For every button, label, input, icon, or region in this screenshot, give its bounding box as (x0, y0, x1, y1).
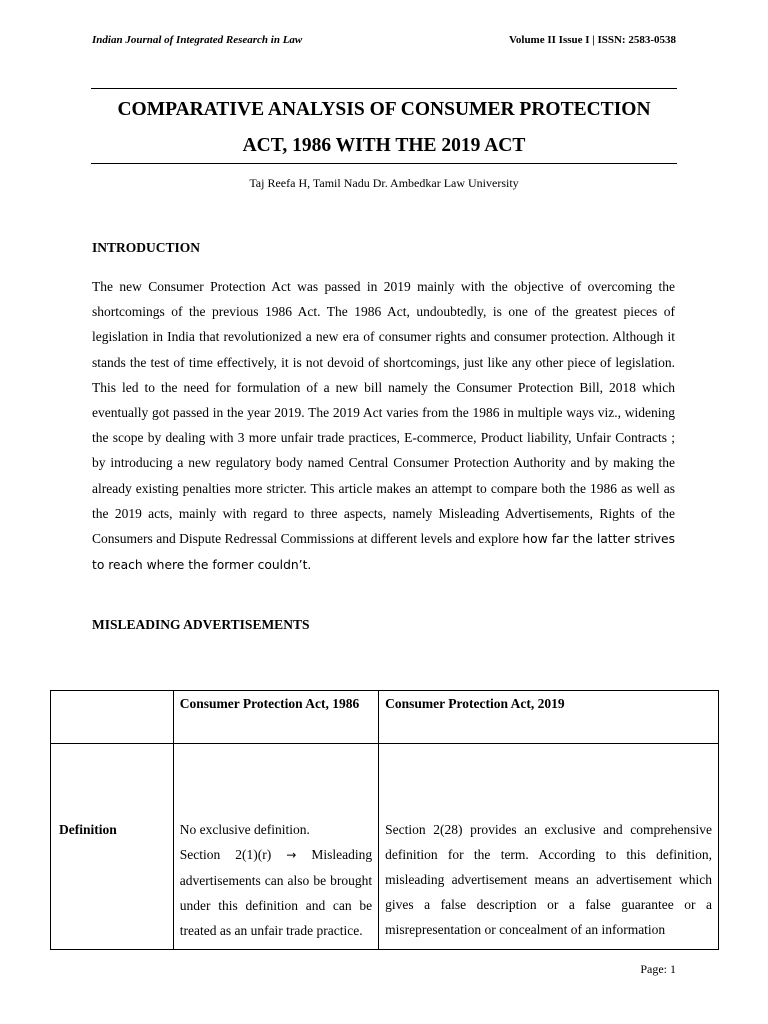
column-header-2019: Consumer Protection Act, 2019 (379, 691, 719, 744)
table-corner-cell (51, 691, 174, 744)
cell-2019-definition: Section 2(28) provides an exclusive and comprehensive definition for the term. According to this definition, misleading advertisement means an advertisement which gives a false description or a false guarantee or a misrepresentation or concealment of an information (379, 744, 719, 950)
table-row (51, 744, 719, 950)
page-number: Page: 1 (640, 962, 676, 976)
introduction-body: The new Consumer Protection Act was passed in 2019 mainly with the objective of overcoming the shortcomings of the previous 1986 Act. The 1986 Act, undoubtedly, is one of the greatest pieces of legislation in India that revolutionized a new era of consumer rights and consumer protection. Although it stands the test of time effectively, it is not devoid of shortcomings, just like any other piece of legislation. This led to the need for formulation of a new bill namely the Consumer Protection Bill, 2018 which eventually got passed in the year 2019. The 2019 Act varies from the 1986 in multiple ways viz., widening the scope by dealing with 3 more unfair trade practices, E-commerce, Product liability, Unfair Contracts ; by introducing a new regulatory body named Central Consumer Protection Authority and by making the already existing penalties more stricter. This article makes an attempt to compare both the 1986 as well as the 2019 acts, mainly with regard to three aspects, namely Misleading Advertisements, Rights of the Consumers and Dispute Redressal Commissions at different levels and explore (92, 279, 675, 547)
cell-1986-definition (173, 744, 378, 950)
misleading-heading: MISLEADING ADVERTISEMENTS (92, 617, 310, 632)
title-bottom-rule (91, 163, 677, 164)
table-header-row (51, 691, 719, 744)
author-line: Taj Reefa H, Tamil Nadu Dr. Ambedkar Law University (249, 176, 519, 190)
comparison-table (50, 690, 719, 950)
introduction-paragraph (92, 274, 675, 578)
volume-issn: Volume II Issue I | ISSN: 2583-0538 (508, 34, 676, 46)
introduction-heading: INTRODUCTION (92, 240, 201, 255)
cell-1986-section: Section 2(1)(r) (179, 847, 272, 862)
column-header-1986: Consumer Protection Act, 1986 (173, 691, 378, 744)
arrow-right-icon: → (286, 848, 297, 862)
cell-1986-line-1: No exclusive definition. (179, 822, 310, 837)
cell-1986-rest: Misleading advertisements can also be brought under this definition and can be treated as an unfair trade practice. (179, 847, 373, 938)
paper-title-line-2: ACT, 1986 WITH THE 2019 ACT (242, 135, 526, 156)
title-top-rule (91, 88, 677, 89)
cell-1986-body (180, 842, 372, 943)
row-label-definition: Definition (51, 744, 174, 950)
journal-name: Indian Journal of Integrated Research in Law (92, 34, 303, 46)
paper-title-line-1: COMPARATIVE ANALYSIS OF CONSUMER PROTECTION (117, 99, 651, 120)
running-header (92, 34, 676, 46)
paper-title (80, 92, 688, 164)
introduction-body-tail: how far the latter strives to reach where the former couldn’t. (92, 532, 675, 573)
